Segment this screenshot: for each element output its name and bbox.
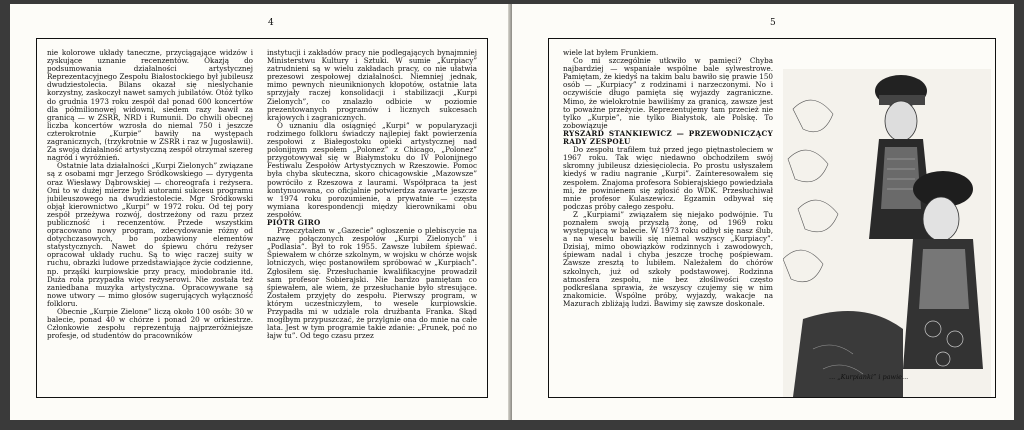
left-page-frame — [36, 38, 488, 398]
right-page — [512, 4, 1014, 420]
paragraph: Ostatnie lata działalności „Kurpi Zielonych” związane są z osobami mgr Jerzego Sródkowskiego — dyrygenta oraz Wiesławy Dąbrowskiej — choreografa i reżysera. Oni to w dużej mierze byli autorami sukcesu programu jubileuszowego na dwudziestolecie. Mgr Sródkowski objął kierownictwo „Kurpi” w 1972 roku. Od tej pory zespół przeżywa rozwój, dostrzeżony od razu przez publiczność i recenzentów. Przede wszystkim opracowano nowy program, zdecydowanie różny od dotychczasowych, bo pozbawiony elementów statystycznych. Nawet do śpiewu chóru reżyser opracował układy ruchu. Są to więc raczej suity w ruchu, obrazki ludowe przedstawiające życie codzienne, np. prząśki kurpiowskie przy pracy, miodobranie itd. Duża rola przypadła więc reżyserowi. Nie została też zaniedbana muzyka artystyczna. Opracowywane są nowe utwory — mimo głosów sugerujących wyłączność folkloru. — [47, 161, 253, 308]
paragraph: instytucji i zakładów pracy nie podlegających bynajmniej Ministerstwu Kultury i Sztuki. W sumie „Kurpiacy” zatrudnieni są w wielu zakładach pracy, co nie ułatwia prezesowi zespołowej działalności. Niemniej jednak, mimo pewnych nieuniknionych kłopotów, ostatnie lata sprzyjały raczej konsolidacji i stabilizacji „Kurpi Zielonych”, co znalazło odbicie w poziomie prezentowanych programów i licznych sukcesach krajowych i zagranicznych. — [267, 49, 477, 122]
paragraph: Przeczytałem w „Gazecie” ogłoszenie o plebiscycie na nazwę połączonych zespołów „Kurpi Zielonych” i „Podlasia”. Był to rok 1955. Zawsze lubiłem śpiewać. Śpiewałem w chórze szkolnym, w wojsku w chórze wojsk lotniczych, więc postanowiłem spróbować w „Kurpiach”. Zgłosiłem się. Przesłuchanie kwalifikacyjne prowadził sam profesor Sobierajski. Nie bardzo pamiętam co śpiewałem, ale wiem, że przesłuchanie było stresujące. Zostałem przyjęty do zespołu. Pierwszy program, w którym uczestniczyłem, to wesele kurpiowskie. Przypadła mi w udziale rola drużbanta Franka. Skąd mogłbym przypuszczać, że przylgnie ona do mnie na całe lata. Jest w tym programie takie zdanie: „Frunek, poć no łajw tu”. Od tego czasu przez — [267, 226, 477, 341]
paragraph: wiele lat byłem Frunkiem. — [563, 49, 659, 57]
left-column-1 — [47, 49, 253, 391]
paragraph: Do zespołu trafiłem tuż przed jego piętnastoleciem w 1967 roku. Tak więc niedawno obchodziłem swój skromny jubileusz dziesięciolecia. Po prostu usłyszałem kiedyś w radiu nagranie „Kurpi”. Zainteresowałem się zespołem. Znajoma profesora Sobierajskiego powiedziała mi, że powinienem się zgłosić do WDK. Przesłuchiwał mnie profesor Kulaszewicz. Egzamin odbywał się podczas próby całego zespołu. — [563, 145, 773, 211]
paragraph: nie kolorowe układy taneczne, przyciągające widzów i zyskujące uznanie recenzentów. Okazją do podsumowania działalności artystycznej Reprezentacyjnego Zespołu Białostockiego był jubileusz dwudziestolecia. Bilans okazał się nieslychanie korzystny, zaskoczył nawet samych jubilatów. Otóż tylko do grudnia 1973 roku zespół dał ponad 600 koncertów dla półmilionowej widowni, siedem razy bawił za granicą — w ZSRR, NRD i Rumunii. Do chwili obecnej liczba koncertów wzrosła do niemal 750 i jeszcze czterokrotnie „Kurpie” bawiły na występach zagranicznych, (trzykrotnie w ZSRR i raz w Jugosławii). Za swoją działalność artystyczną zespół otrzymał szereg nagród i wyróżnień. — [47, 49, 253, 163]
kurpie-dancers-photo — [783, 69, 991, 397]
author-signature: RYSZARD STANKIEWICZ — PRZEWODNICZĄCY RADY ZESPOŁU — [563, 128, 773, 147]
booklet-spread — [10, 4, 1014, 420]
paragraph: Z „Kurpiami” związałem się niejako podwójnie. Tu poznałem swoją przyszłą żonę, od 1969 roku występującą w balecie. W 1973 roku odbył się nasz ślub, a na weselu bawili się niemal wszyscy „Kurpiacy”. Dzisiaj, mimo obowiązków rodzinnych i zawodowych, śpiewam nadal i chyba jeszcze trochę pośpiewam. Zawsze zresztą to lubiłem. Należałem do chórów szkolnych, już od szkoły podstawowej. Rodzinna atmosfera zespołu, nie bez złośliwości często podkreślana sprawia, że wszyscy czujemy się w nim znakomicie. Wspólne próby, wyjazdy, wakacje na Mazurach zbliżają ludzi. Bawimy się zawsze doskonale. — [563, 209, 773, 308]
left-page — [10, 4, 512, 420]
photo-illustration — [783, 69, 991, 397]
right-column-1 — [563, 49, 773, 391]
page-number-right: 5 — [770, 18, 776, 28]
paragraph: O uznaniu dla osiągnięć „Kurpi” w popularyzacji rodzimego folkloru świadczy najlepiej fakt powierzenia zespołowi z Białegostoku opieki artystycznej nad polonijnym zespołem „Polonez” z Chicago, „Polonez” przygotowywał się w Białymstoku do IV Polonijnego Festiwalu Zespołów Artystycznych w Rzeszowie. Pomoc była chyba skuteczna, skoro chicagowskie „Mazowsze” powróciło z Rzeszowa z laurami. Współpraca ta jest kontynuowana, co oficjalnie potwierdza zawarte jeszcze w 1974 roku porozumienie, a prywatnie — częsta wymiana korespondencji między kierownikami obu zespołów. — [267, 120, 477, 219]
author-signature: PIOTR GIRO — [267, 217, 321, 227]
right-page-frame — [548, 38, 996, 398]
page-number-left: 4 — [268, 18, 274, 28]
left-column-2 — [267, 49, 477, 391]
paragraph: Obecnie „Kurpie Zielone” liczą około 100 osób: 30 w balecie, ponad 40 w chórze i ponad 20 w orkiestrze. Członkowie zespołu reprezentują najprzeróżniejsze profesje, od studentów do pracowników — [47, 307, 253, 341]
photo-caption: ... „Kurpianki” i pawie... — [829, 373, 909, 381]
paragraph: Co mi szczególnie utkwiło w pamięci? Chyba najbardziej — wspaniałe wspólne bale sylwestrowe. Pamiętam, że kiedyś na takim balu bawiło się prawie 150 osób — „Kurpiacy” z rodzinami i narzeczonymi. No i oczywiście długo pamięta się wyjazdy zagraniczne. Mimo, że wielokrotnie bawiliśmy za granicą, zawsze jest to poważne przeżycie. Reprezentujemy tam przecież nie tylko „Kurpie”, nie tylko Białystok, ale Polskę. To zobowiązuje — [563, 56, 773, 130]
